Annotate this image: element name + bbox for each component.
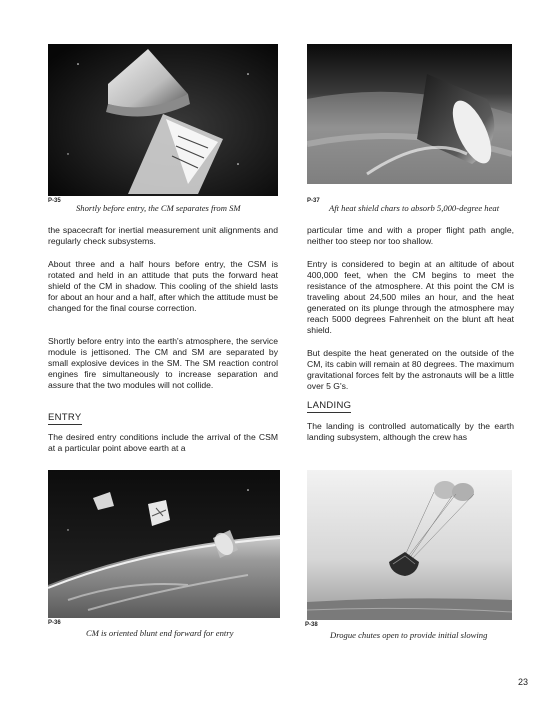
right-paragraph-2: Entry is considered to begin at an altitude of about 400,000 feet, when the CM begins to meet the resistance of the atmosphere. At this point the CM is traveling about 24,500 miles an hour, and the heat generated on its plunge through the atmosphere may reach 5000 degrees Fahrenheit on the blunt aft heat shield. bbox=[307, 259, 514, 335]
section-heading-landing: LANDING bbox=[307, 400, 352, 411]
photo-cm-entry-orientation bbox=[48, 470, 280, 618]
figure-caption: Shortly before entry, the CM separates from SM bbox=[76, 203, 241, 213]
photo-heat-shield-char bbox=[307, 44, 512, 184]
figure-number: P-36 bbox=[48, 620, 61, 626]
left-paragraph-4: The desired entry conditions include the arrival of the CSM at a particular point above earth at a bbox=[48, 432, 278, 453]
photo-drogue-chutes bbox=[307, 470, 512, 620]
photo-cm-separation bbox=[48, 44, 278, 196]
left-paragraph-3: Shortly before entry into the earth's atmosphere, the service module is jettisoned. The CM and SM are separated by small explosive devices in the SM. The SM reaction control engines fire simultaneously to increase separation and assure that the two modules will not collide. bbox=[48, 336, 278, 390]
figure-caption: Aft heat shield chars to absorb 5,000-degree heat bbox=[329, 203, 500, 213]
figure-number: P-38 bbox=[305, 622, 318, 628]
right-paragraph-3: But despite the heat generated on the outside of the CM, its cabin will remain at 80 degrees. The maximum gravitational forces felt by the astronauts will be a little over 5 G's. bbox=[307, 348, 514, 391]
figure-number: P-37 bbox=[307, 198, 320, 204]
right-paragraph-4: The landing is controlled automatically by the earth landing subsystem, although the crew has bbox=[307, 421, 514, 442]
left-paragraph-2: About three and a half hours before entry, the CSM is rotated and held in an attitude that puts the forward heat shield of the CM in shadow. This cooling of the shield lasts for about an hour and a half, after which the attitude must be changed for the final course correction. bbox=[48, 259, 278, 313]
section-heading-entry: ENTRY bbox=[48, 412, 82, 423]
figure-caption: Drogue chutes open to provide initial slowing bbox=[330, 630, 488, 640]
page-number: 23 bbox=[518, 677, 529, 687]
right-paragraph-1: particular time and with a proper flight path angle, neither too steep nor too shallow. bbox=[307, 225, 514, 246]
figure-number: P-35 bbox=[48, 198, 61, 204]
figure-caption: CM is oriented blunt end forward for entry bbox=[86, 628, 234, 638]
left-paragraph-1: the spacecraft for inertial measurement unit alignments and regularly check subsystems. bbox=[48, 225, 278, 246]
